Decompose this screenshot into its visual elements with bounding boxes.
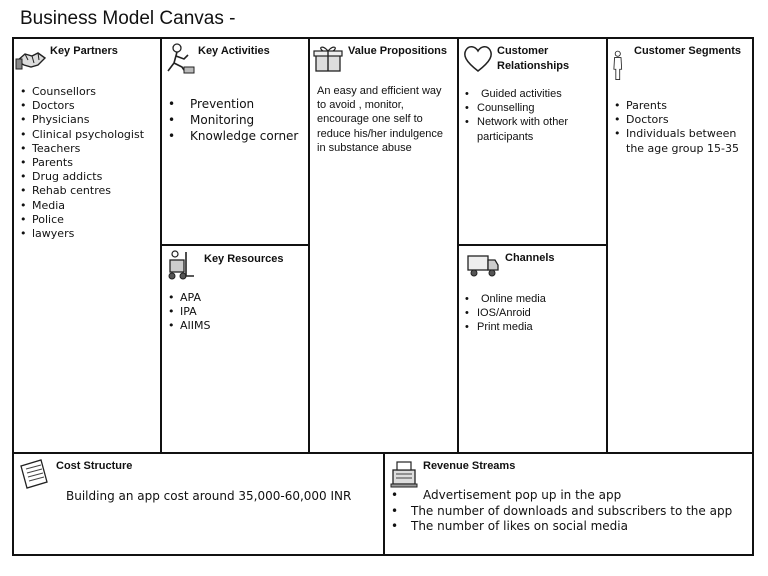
key-resources-title: Key Resources [204,253,284,265]
customer-relationships-title [497,41,569,74]
worker-icon [162,41,196,75]
receipt-icon [14,456,54,490]
heart-icon [461,41,495,75]
revenue-streams-title: Revenue Streams [423,460,516,472]
list-item: • IOS/Anroid [463,306,603,320]
customer-segments-list [612,99,750,156]
key-resources-section [162,246,308,452]
list-item: • The number of downloads and subscribers to the app [389,504,751,520]
key-activities-title: Key Activities [198,45,270,57]
channels-section [459,246,606,452]
value-propositions-title: Value Propositions [348,45,448,57]
revenue-streams-list [389,488,751,535]
list-item: • IPA [166,305,306,319]
cost-structure-text: Building an app cost around 35,000-60,000 INR [66,489,352,503]
list-item: • Physicians [18,113,158,127]
list-item: • Guided activities [463,87,603,101]
list-item: • Clinical psychologist [18,128,158,142]
list-item: • Doctors [18,99,158,113]
customer-relationships-title-line2: Relationships [497,60,570,72]
list-item: • Counsellors [18,85,158,99]
list-item: • APA [166,291,306,305]
list-item: • Advertisement pop up in the app [389,488,751,504]
list-item: • Print media [463,320,603,334]
customer-relationships-list [463,87,603,144]
cost-structure-section [14,454,383,554]
list-item: • AIIMS [166,319,306,333]
list-item: • Media [18,199,158,213]
list-item: • Network with other participants [463,115,603,143]
list-item: • Counselling [463,101,603,115]
person-icon [610,41,632,91]
channels-title: Channels [505,252,555,264]
list-item: • Knowledge corner [166,128,306,144]
page-title: Business Model Canvas - [20,8,236,29]
list-item: • Drug addicts [18,170,158,184]
key-partners-list [18,85,158,241]
value-proposition-text: An easy and efficient way to avoid , monitor, encourage one self to reduce his/her indulgence in substance abuse [317,85,443,154]
channels-list [463,292,603,335]
handshake-icon [14,41,48,75]
list-item: • Parents [612,99,750,113]
revenue-streams-section [385,454,754,554]
key-partners-section [14,39,160,452]
list-item: • Doctors [612,113,750,127]
forklift-icon [162,248,196,282]
cash-register-icon [387,456,421,490]
list-item: • The number of likes on social media [389,519,751,535]
customer-relationships-section [459,39,606,244]
list-item: • Monitoring [166,112,306,128]
customer-relationships-title-line1: Customer [497,45,549,57]
gift-icon [312,41,346,75]
list-item: • lawyers [18,227,158,241]
list-item: • Individuals between the age group 15-35 [612,127,750,155]
list-item: • Rehab centres [18,184,158,198]
list-item: • Prevention [166,96,306,112]
key-activities-section [162,39,308,244]
cost-structure-title: Cost Structure [56,460,133,472]
list-item: • Parents [18,156,158,170]
key-partners-title: Key Partners [50,45,118,57]
list-item: • Online media [463,292,603,306]
customer-segments-title: Customer Segments [634,45,741,57]
key-resources-list [166,291,306,334]
truck-icon [463,248,503,282]
key-activities-list [166,96,306,144]
customer-segments-section [608,39,754,452]
list-item: • Police [18,213,158,227]
list-item: • Teachers [18,142,158,156]
